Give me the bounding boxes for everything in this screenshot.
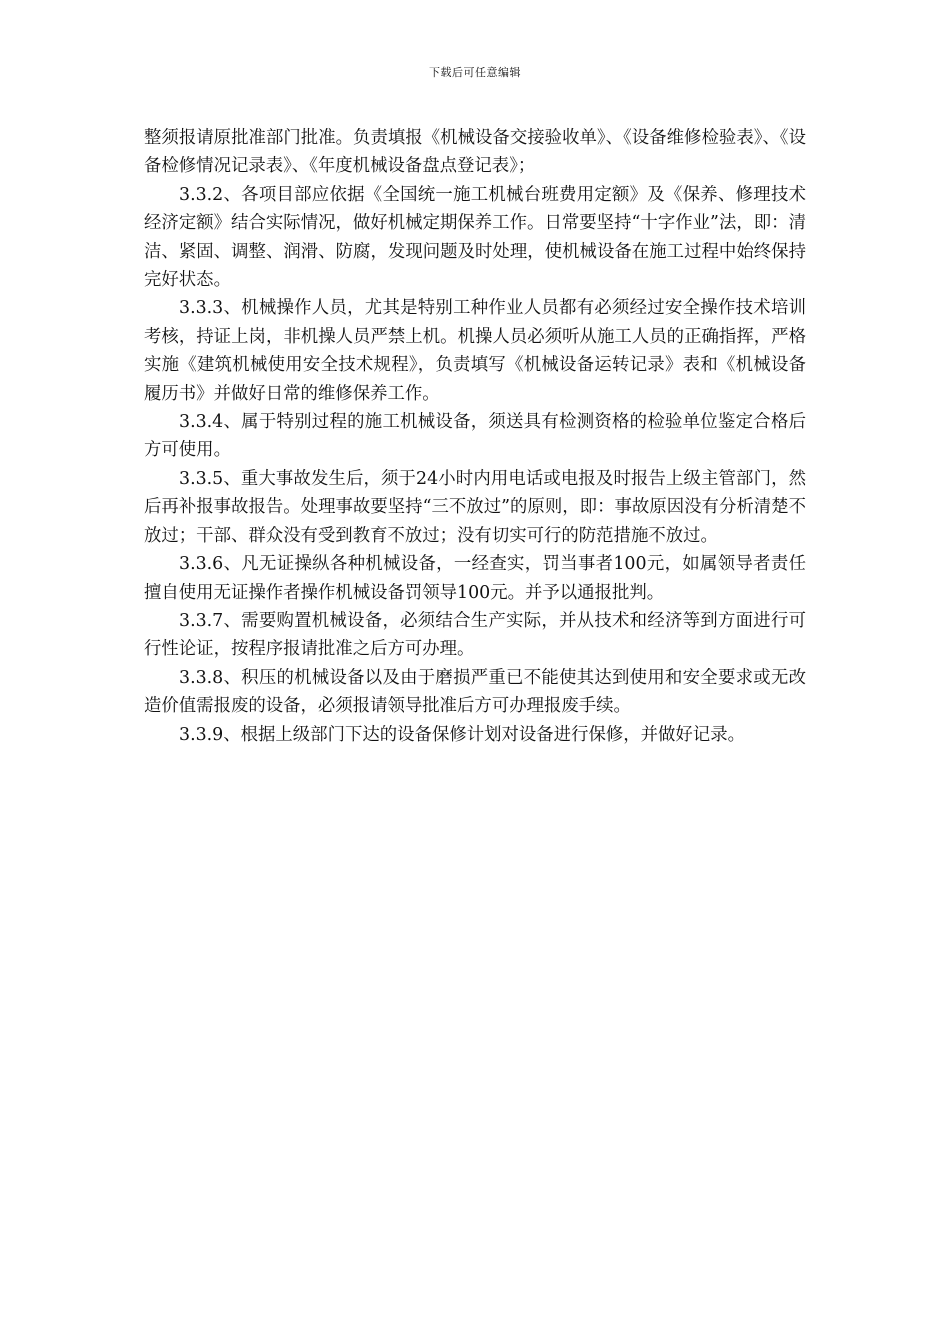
paragraph-3-3-4: 3.3.4、属于特别过程的施工机械设备，须送具有检测资格的检验单位鉴定合格后方可使用。: [144, 412, 806, 461]
paragraph-3-3-3: 3.3.3、机械操作人员，尤其是特别工种作业人员都有必须经过安全操作技术培训考核，持证上岗，非机操人员严禁上机。机操人员必须听从施工人员的正确指挥，严格实施《建筑机械使用安全技术规程》，负责填写《机械设备运转记录》表和《机械设备履历书》并做好日常的维修保养工作。: [144, 298, 806, 404]
paragraph-3-3-9: 3.3.9、根据上级部门下达的设备保修计划对设备进行保修，并做好记录。: [179, 724, 745, 745]
paragraph-3-3-5: 3.3.5、重大事故发生后，须于24小时内用电话或电报及时报告上级主管部门，然后再补报事故报告。处理事故要坚持“三不放过”的原则，即：事故原因没有分析清楚不放过；干部、群众没有受到教育不放过；没有切实可行的防范措施不放过。: [144, 468, 806, 546]
paragraph-3-3-2: 3.3.2、各项目部应依据《全国统一施工机械台班费用定额》及《保养、修理技术经济定额》结合实际情况，做好机械定期保养工作。日常要坚持“十字作业”法，即：清洁、紧固、调整、润滑、防腐，发现问题及时处理，使机械设备在施工过程中始终保持完好状态。: [144, 184, 806, 291]
paragraph-3-3-7: 3.3.7、需要购置机械设备，必须结合生产实际，并从技术和经济等到方面进行可行性论证，按程序报请批准之后方可办理。: [144, 610, 806, 660]
paragraph-continuation: 整须报请原批准部门批准。负责填报《机械设备交接验收单》、《设备维修检验表》、《设备检修情况记录表》、《年度机械设备盘点登记表》；: [144, 128, 806, 177]
paragraph-3-3-8: 3.3.8、积压的机械设备以及由于磨损严重已不能使其达到使用和安全要求或无改造价值需报废的设备，必须报请领导批准后方可办理报废手续。: [144, 667, 806, 717]
document-body: [144, 124, 806, 749]
page-header: 下载后可任意编辑: [429, 66, 521, 79]
paragraph-3-3-6: 3.3.6、凡无证操纵各种机械设备，一经查实，罚当事者100元，如属领导者责任擅自使用无证操作者操作机械设备罚领导100元。并予以通报批判。: [144, 554, 806, 603]
